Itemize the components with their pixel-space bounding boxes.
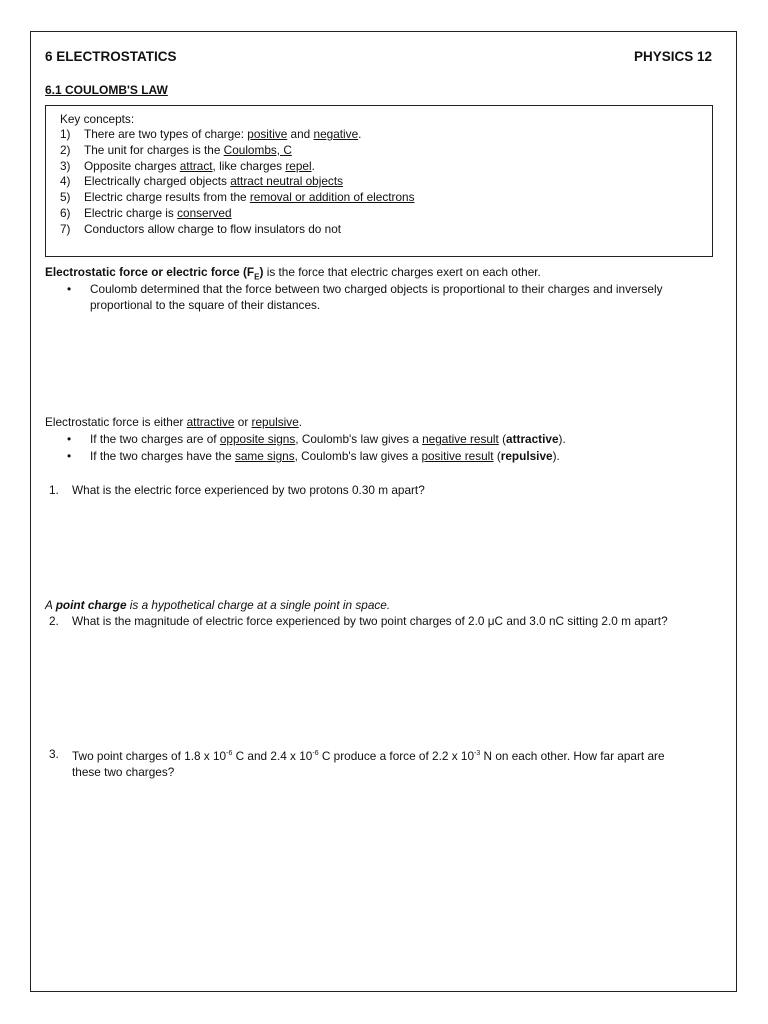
coulomb-bullet-line: Coulomb determined that the force between two charged objects is proportional to their charges and inversely — [90, 282, 663, 296]
key-concepts-heading: Key concepts: — [60, 112, 135, 126]
coulomb-bullet-line: proportional to the square of their distances. — [90, 298, 321, 312]
key-concept-item: 4) Electrically charged objects attract neutral objects — [60, 174, 344, 189]
key-concepts-box — [45, 105, 713, 257]
question-2-text: What is the magnitude of electric force experienced by two point charges of 2.0 μC and 3.0 nC sitting 2.0 m apart? — [72, 614, 668, 628]
question-1-text: What is the electric force experienced by two protons 0.30 m apart? — [72, 483, 425, 497]
attract-repel-statement: Electrostatic force is either attractive or repulsive. — [45, 415, 303, 429]
key-concepts-list — [60, 127, 414, 238]
course-title: PHYSICS 12 — [633, 49, 712, 64]
electrostatic-force-definition: Electrostatic force or electric force $(F_E)$ is the force that electric charges exert on each other. — [45, 265, 541, 282]
key-concept-item: 1) There are two types of charge: positive and negative. — [60, 127, 362, 141]
key-concept-item: 6) Electric charge is conserved — [60, 205, 232, 220]
key-concept-item: 5) Electric charge results from the removal or addition of electrons — [60, 190, 415, 205]
question-1-number: 1. — [49, 483, 59, 497]
chapter-title: 6 ELECTROSTATICS — [45, 49, 177, 64]
worksheet-page: 6 ELECTROSTATICS PHYSICS 12 6.1 COULOMB'S LAW Key concepts: 1) There are two types of charge: positive and negative. 2) The unit for charges is the Coulombs, C 3) Opposite charges attract, like charges repel. 4) Electrically charged objects attract neutral objects 5) Electric charge results from the removal or addition of electrons 6) Electric charge is conserved 7) Conductors allow charge to flow insulators do not Electrostatic force or electric force $(F_E)$ is the force that electric charges exert on each other. • Coulomb determined that the force between two charged objects is proportional to their charges and inversely proportional to the square of their distances. Electrostatic force is either attractive or repulsive. • If the two charges are of opposite signs, Coulomb's law gives a negative result (attractive). • If the two charges have the same signs, Coulomb's law gives a positive result (repulsive). 1. What is the electric force experienced by two protons 0.30 m apart? A point charge is a hypothetical charge at a single point in space. 2. What is the magnitude of electric force experienced by two point charges of 2.0 μC and 3.0 nC sitting 2.0 m apart? 3. Two point charges of 1.8 x $10^{-6}$ C and 2.4 x $10^{-6}$ C produce a force of 2.2 x $10^{-3}$ N on each other. How far apart are these two charges? — [30, 31, 737, 992]
bullet-dot: • — [67, 282, 72, 296]
key-concept-item: 2) The unit for charges is the Coulombs, C — [60, 142, 292, 157]
question-3-number: 3. — [49, 747, 59, 761]
key-concept-item: 7) Conductors allow charge to flow insulators do not — [60, 221, 342, 236]
question-2-number: 2. — [49, 614, 59, 628]
key-concept-item: 3) Opposite charges attract, like charges repel. — [60, 158, 315, 173]
point-charge-definition: A point charge is a hypothetical charge at a single point in space. — [45, 598, 391, 612]
section-title: 6.1 COULOMB'S LAW — [45, 83, 168, 97]
question-3-text: Two point charges of 1.8 x $10^{-6}$ C and 2.4 x $10^{-6}$ C produce a force of 2.2 x $10^{-3}$ N on each other. How far apart are these two charges? — [72, 748, 665, 779]
